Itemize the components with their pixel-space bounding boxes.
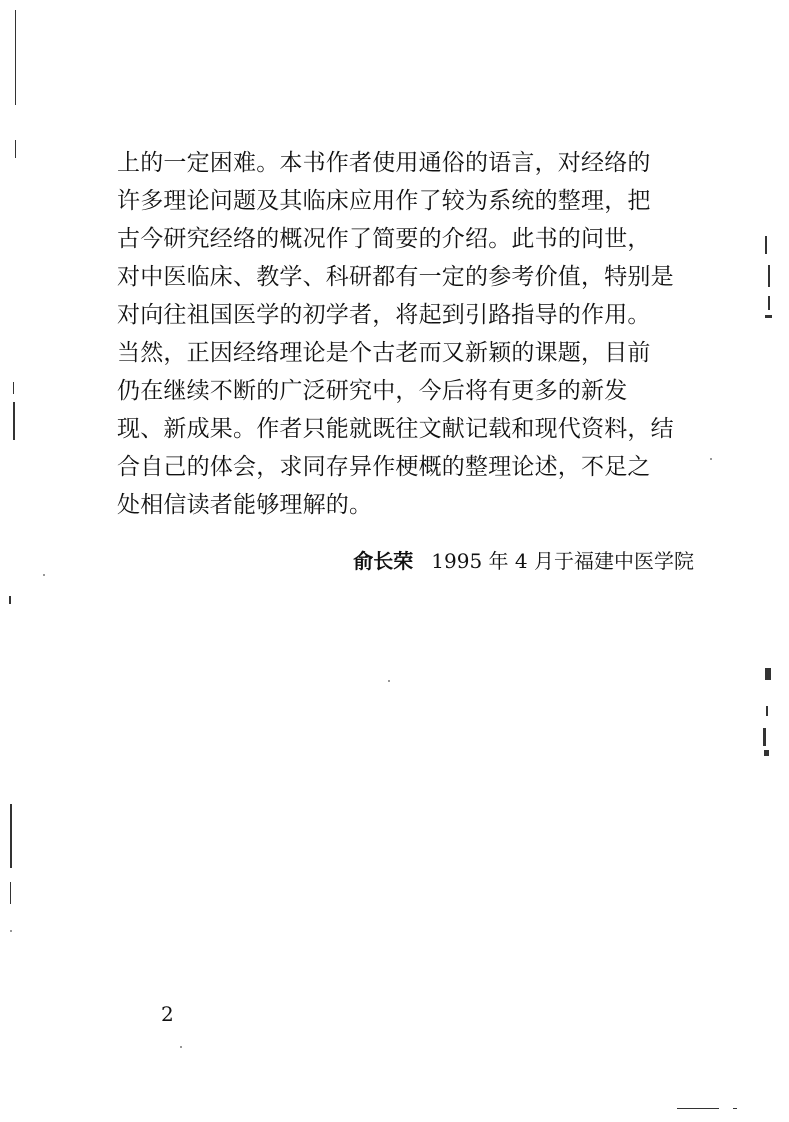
text-line: 现、新成果。作者只能就既往文献记载和现代资料，结 <box>117 416 674 442</box>
scan-artifact <box>768 265 770 287</box>
scan-artifact <box>763 728 766 746</box>
scan-speck <box>388 680 390 682</box>
text-line: 合自己的体会，求同存异作梗概的整理论述，不足之 <box>117 454 651 480</box>
scan-artifact <box>765 668 771 680</box>
scan-artifact <box>733 1108 737 1109</box>
text-line: 仍在继续不断的广泛研究中，今后将有更多的新发 <box>117 378 628 404</box>
scan-artifact <box>765 315 772 318</box>
page-number: 2 <box>161 1002 174 1026</box>
date-place: 1995 年 4 月于福建中医学院 <box>431 549 694 573</box>
scan-artifact <box>13 402 15 440</box>
text-line: 古今研究经络的概况作了简要的介绍。此书的问世， <box>117 226 651 252</box>
scan-artifact <box>766 706 768 716</box>
body-paragraph <box>117 144 702 524</box>
scan-artifact <box>677 1108 719 1109</box>
text-line: 处相信读者能够理解的。 <box>117 492 373 518</box>
signature-line <box>353 546 694 576</box>
author-name: 俞长荣 <box>353 549 414 573</box>
scan-artifact <box>15 10 16 105</box>
scan-speck <box>180 1046 182 1048</box>
scan-artifact <box>765 236 767 254</box>
text-line: 当然，正因经络理论是个古老而又新颖的课题，目前 <box>117 340 651 366</box>
scan-artifact <box>13 382 14 394</box>
scan-artifact <box>10 882 11 904</box>
scan-artifact <box>9 596 11 604</box>
scan-speck <box>43 574 45 576</box>
text-line: 许多理论问题及其临床应用作了较为系统的整理，把 <box>117 188 651 214</box>
scan-artifact <box>10 804 12 868</box>
text-line: 对向往祖国医学的初学者，将起到引路指导的作用。 <box>117 302 651 328</box>
scan-artifact <box>768 296 770 310</box>
scan-artifact <box>15 140 16 158</box>
scan-artifact <box>764 750 769 756</box>
text-line: 对中医临床、教学、科研都有一定的参考价值，特别是 <box>117 264 674 290</box>
text-line: 上的一定困难。本书作者使用通俗的语言，对经络的 <box>117 150 651 176</box>
scan-speck <box>10 930 12 932</box>
scan-speck <box>710 458 712 460</box>
